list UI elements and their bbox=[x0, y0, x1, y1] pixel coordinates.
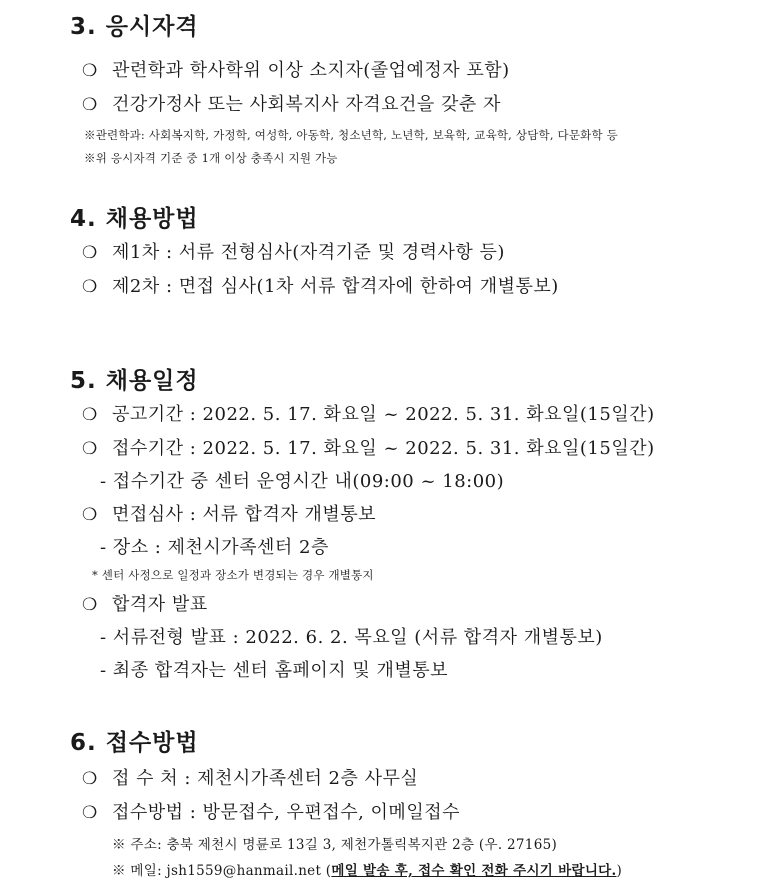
section-5-heading: 5. 채용일정 bbox=[70, 368, 199, 394]
circle-bullet-icon: ❍ bbox=[82, 405, 98, 425]
s5-item-4-sub-1: - 서류전형 발표 : 2022. 6. 2. 목요일 (서류 합격자 개별통보) bbox=[100, 627, 603, 648]
s5-item-1: ❍ 공고기간 : 2022. 5. 17. 화요일 ~ 2022. 5. 31. 화요일(15일간) bbox=[82, 404, 655, 425]
s3-item-1: ❍ 관련학과 학사학위 이상 소지자(졸업예정자 포함) bbox=[82, 60, 510, 81]
circle-bullet-icon: ❍ bbox=[82, 769, 98, 789]
s3-note-2: ※위 응시자격 기준 중 1개 이상 충족시 지원 가능 bbox=[84, 151, 338, 165]
s5-item-2-sub: - 접수기간 중 센터 운영시간 내(09:00 ~ 18:00) bbox=[100, 471, 505, 492]
s5-item-4: ❍ 합격자 발표 bbox=[82, 594, 208, 615]
section-6-heading: 6. 접수방법 bbox=[70, 730, 199, 756]
section-4-heading: 4. 채용방법 bbox=[70, 206, 199, 232]
s5-item-4-sub-2: - 최종 합격자는 센터 홈페이지 및 개별통보 bbox=[100, 660, 449, 681]
circle-bullet-icon: ❍ bbox=[82, 595, 98, 615]
s6-item-2: ❍ 접수방법 : 방문접수, 우편접수, 이메일접수 bbox=[82, 802, 460, 823]
s5-item-3: ❍ 면접심사 : 서류 합격자 개별통보 bbox=[82, 504, 376, 525]
s3-item-2: ❍ 건강가정사 또는 사회복지사 자격요건을 갖춘 자 bbox=[82, 94, 501, 115]
s4-item-2: ❍ 제2차 : 면접 심사(1차 서류 합격자에 한하여 개별통보) bbox=[82, 276, 559, 297]
circle-bullet-icon: ❍ bbox=[82, 243, 98, 263]
s5-item-3-sub: - 장소 : 제천시가족센터 2층 bbox=[100, 537, 329, 558]
circle-bullet-icon: ❍ bbox=[82, 95, 98, 115]
s5-item-2: ❍ 접수기간 : 2022. 5. 17. 화요일 ~ 2022. 5. 31. 화요일(15일간) bbox=[82, 438, 655, 459]
s4-item-1: ❍ 제1차 : 서류 전형심사(자격기준 및 경력사항 등) bbox=[82, 242, 505, 263]
s6-item-1: ❍ 접 수 처 : 제천시가족센터 2층 사무실 bbox=[82, 768, 419, 789]
s5-note: * 센터 사정으로 일정과 장소가 변경되는 경우 개별통지 bbox=[92, 568, 374, 582]
email-emphasis: 메일 발송 후, 접수 확인 전화 주시기 바랍니다. bbox=[331, 863, 617, 879]
circle-bullet-icon: ❍ bbox=[82, 439, 98, 459]
s6-address: ※ 주소: 충북 제천시 명륜로 13길 3, 제천가톨릭복지관 2층 (우. 27165) bbox=[112, 837, 558, 853]
s6-email-line: ※ 메일: jsh1559@hanmail.net (메일 발송 후, 접수 확인 전화 주시기 바랍니다.) bbox=[112, 863, 623, 879]
circle-bullet-icon: ❍ bbox=[82, 505, 98, 525]
circle-bullet-icon: ❍ bbox=[82, 61, 98, 81]
section-3-heading: 3. 응시자격 bbox=[70, 14, 199, 40]
circle-bullet-icon: ❍ bbox=[82, 803, 98, 823]
circle-bullet-icon: ❍ bbox=[82, 277, 98, 297]
s3-note-1: ※관련학과: 사회복지학, 가정학, 여성학, 아동학, 청소년학, 노년학, 보육학, 교육학, 상담학, 다문화학 등 bbox=[84, 128, 618, 142]
